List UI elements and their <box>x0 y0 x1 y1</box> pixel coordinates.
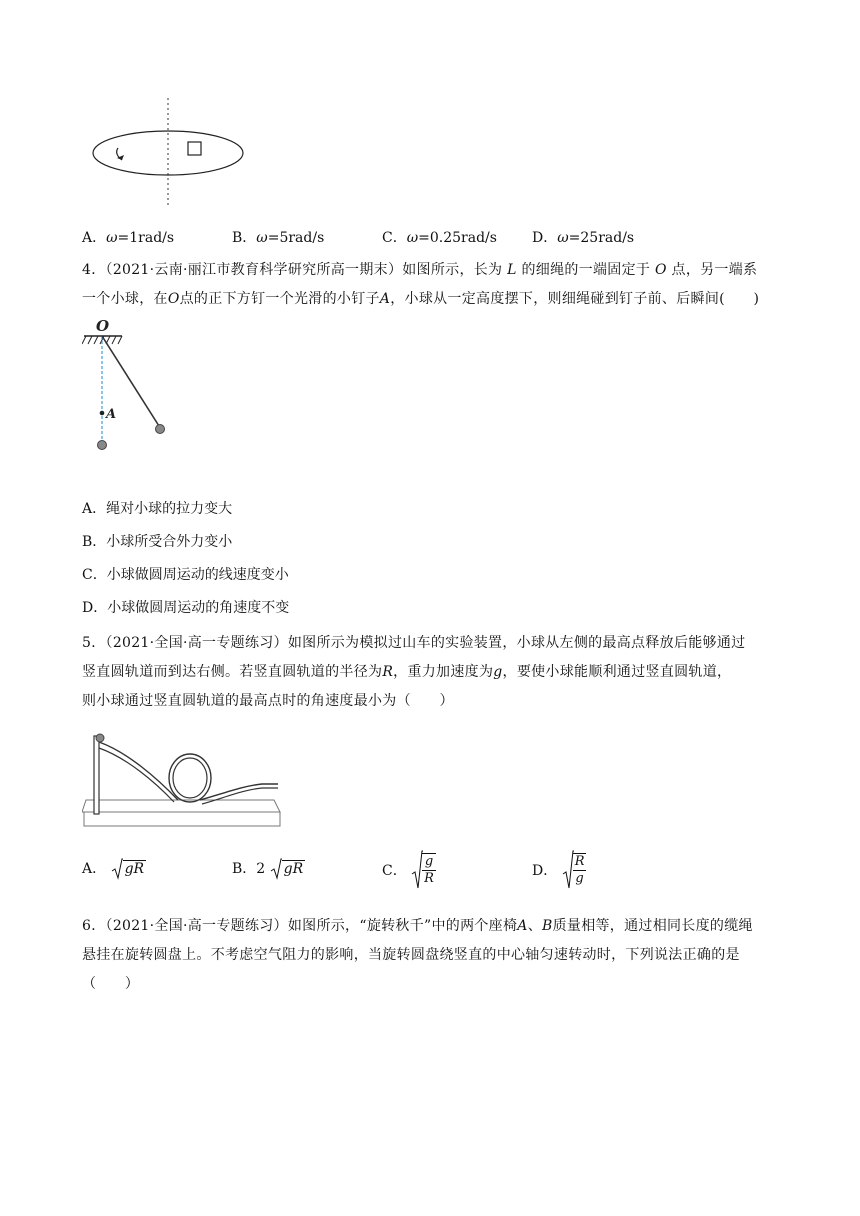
q3-figure-disk <box>86 96 250 210</box>
q4-option-c[interactable]: C．小球做圆周运动的线速度变小 <box>82 567 289 583</box>
q6-source: （2021·全国·高一专题练习） <box>105 918 288 934</box>
sqrt-sign-icon <box>270 858 282 880</box>
q5-option-c-num: g <box>422 854 436 871</box>
q6-var-b: B <box>542 918 553 934</box>
q4-text: 点，另一端系 <box>671 262 758 278</box>
q3-option-a-value: =1rad/s <box>117 230 175 246</box>
q5-text: 如图所示为模拟过山车的实验装置，小球从左侧的最高点释放后能够通过 <box>287 635 746 651</box>
q4-var-a: A <box>379 291 391 307</box>
q3-option-d-var: ω <box>557 230 569 246</box>
q3-option-d-value: =25rad/s <box>568 230 635 246</box>
q4-text: 如图所示，长为 <box>402 262 503 278</box>
q5-option-d-den: g <box>575 871 584 886</box>
q6-stem-line-3 <box>82 970 782 999</box>
q3-option-c-var: ω <box>406 230 419 246</box>
q5-text: 则小球通过竖直圆轨道的最高点时的角速度最小为（ ） <box>82 693 454 709</box>
q6-stem <box>82 912 782 999</box>
q5-stem-line-2 <box>82 658 782 687</box>
q4-text: 的细绳的一端固定于 <box>521 262 651 278</box>
q4-option-d[interactable]: D．小球做圆周运动的角速度不变 <box>82 600 290 616</box>
q4-text: 点的正下方钉一个光滑的小钉子 <box>179 291 380 307</box>
q3-option-b-label: B． <box>232 230 257 246</box>
q4-stem-line-1 <box>82 256 782 285</box>
q5-option-c-label: C． <box>382 863 407 879</box>
q3-option-c-label: C． <box>382 230 407 246</box>
q3-option-b-value: =5rad/s <box>267 230 325 246</box>
q6-text: 悬挂在旋转圆盘上。不考虑空气阻力的影响，当旋转圆盘绕竖直的中心轴匀速转动时，下列说法正确的是 <box>82 947 740 963</box>
q5-number: 5． <box>82 635 106 651</box>
q4-text: ，小球从一定高度摆下，则细绳碰到钉子前、后瞬间( ) <box>390 291 760 307</box>
q5-text: 竖直圆轨道而到达右侧。若竖直圆轨道的半径为 <box>82 664 383 680</box>
q6-number: 6． <box>82 918 106 934</box>
q3-option-a[interactable] <box>82 227 174 247</box>
q5-option-b-expr: gR <box>283 861 304 877</box>
q5-option-a-label: A． <box>82 861 107 877</box>
q5-stem-line-3 <box>82 687 782 716</box>
q5-option-b[interactable] <box>232 858 305 880</box>
q5-stem-line-1 <box>82 629 782 658</box>
q5-var-r: R <box>382 664 394 680</box>
q5-var-g: g <box>493 664 503 680</box>
q4-option-a[interactable]: A．绳对小球的拉力变大 <box>82 501 233 517</box>
q5-option-b-sqrt <box>270 858 306 880</box>
q4-figure-label-o: O <box>96 317 110 335</box>
q5-option-c-den: R <box>424 871 434 886</box>
q4-var-l: L <box>507 262 517 278</box>
q4-var-o-2: O <box>167 291 180 307</box>
q5-option-c-frac <box>422 853 436 887</box>
q5-option-a-sqrt <box>111 858 147 880</box>
q4-figure-label-a: A <box>106 407 117 422</box>
q5-option-b-label: B． <box>232 861 257 877</box>
q3-option-d[interactable] <box>532 227 634 247</box>
q6-text: 如图所示，“旋转秋千”中的两个座椅 <box>287 918 518 934</box>
q3-option-b[interactable] <box>232 227 324 247</box>
q4-source: （2021·云南·丽江市教育科学研究所高一期末） <box>105 262 403 278</box>
q5-option-b-coef: 2 <box>256 861 266 877</box>
q5-text: ，重力加速度为 <box>393 664 494 680</box>
q6-var-a: A <box>517 918 528 934</box>
q5-stem <box>82 629 782 716</box>
q5-source: （2021·全国·高一专题练习） <box>105 635 288 651</box>
q3-option-c[interactable] <box>382 227 497 247</box>
q4-var-o: O <box>654 262 667 278</box>
sqrt-sign-icon <box>111 858 123 880</box>
q5-text: ，要使小球能顺利通过竖直圆轨道， <box>502 664 732 680</box>
q4-text: 一个小球，在 <box>82 291 168 307</box>
q4-option-b[interactable]: B．小球所受合外力变小 <box>82 534 233 550</box>
q3-option-a-var: ω <box>106 230 118 246</box>
q3-option-a-label: A． <box>82 230 107 246</box>
q4-number: 4． <box>82 262 106 278</box>
q6-text: （ ） <box>82 976 140 992</box>
q5-option-d-num: R <box>574 854 585 869</box>
q5-option-d-frac <box>573 853 587 887</box>
q5-option-a-expr: gR <box>124 861 145 877</box>
q5-option-c[interactable] <box>382 850 436 890</box>
q6-text: 、 <box>527 918 543 934</box>
q3-option-d-label: D． <box>532 230 558 246</box>
q5-option-d-label: D． <box>532 863 558 879</box>
q5-option-d[interactable] <box>532 850 586 890</box>
q5-figure-loop-track <box>82 730 282 830</box>
q3-option-b-var: ω <box>256 230 268 246</box>
q6-stem-line-1 <box>82 912 782 941</box>
q4-figure-pendulum <box>82 314 182 454</box>
q3-option-c-value: =0.25rad/s <box>418 230 497 246</box>
q4-stem-line-2 <box>82 285 782 314</box>
q6-text: 质量相等，通过相同长度的缆绳 <box>552 918 753 934</box>
q6-stem-line-2 <box>82 941 782 970</box>
q5-option-a[interactable] <box>82 858 146 880</box>
q4-stem <box>82 256 782 314</box>
